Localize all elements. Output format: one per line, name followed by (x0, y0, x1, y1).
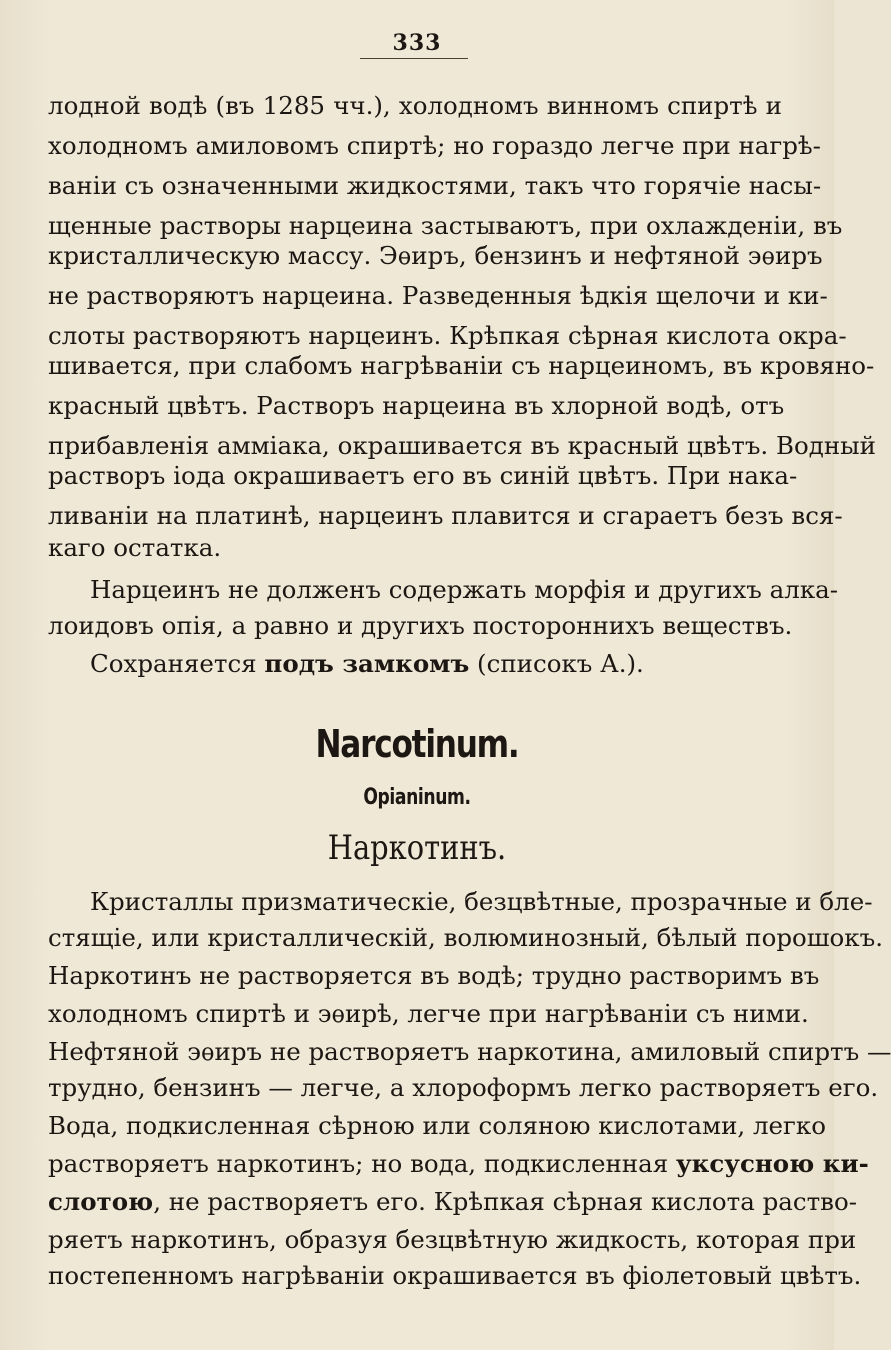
text-emphasis: слотою (48, 1187, 154, 1216)
text-line: каго остатка. (48, 533, 222, 562)
storage-note-emphasis: подъ замкомъ (264, 649, 470, 678)
text-segment: растворяетъ наркотинъ; но вода, подкисленная (48, 1149, 676, 1178)
text-line: холодномъ амиловомъ спиртѣ; но гораздо легче при нагрѣ- (48, 131, 821, 160)
text-line: красный цвѣтъ. Растворъ нарцеина въ хлорной водѣ, отъ (48, 391, 785, 420)
text-line: шивается, при слабомъ нагрѣваніи съ нарцеиномъ, въ кровяно- (48, 351, 875, 380)
storage-note (90, 644, 782, 684)
text-line: Кристаллы призматическіе, безцвѣтные, прозрачные и бле- (90, 887, 873, 916)
text-line: щенные растворы нарцеина застываютъ, при охлажденіи, въ (48, 211, 843, 240)
text-line: Вода, подкисленная сѣрною или соляною кислотами, легко (48, 1111, 826, 1140)
section-heading-russian: Наркотинъ. (327, 828, 507, 868)
text-line: Нарцеинъ не долженъ содержать морфія и другихъ алка- (90, 575, 839, 604)
section-heading-latin: Narcotinum. (315, 722, 519, 766)
text-line: лоидовъ опія, а равно и другихъ постороннихъ веществъ. (48, 611, 793, 640)
text-line: прибавленія аммiака, окрашивается въ красный цвѣтъ. Водный (48, 431, 876, 460)
text-line: не растворяютъ нарцеина. Разведенныя ѣдкія щелочи и ки- (48, 281, 828, 310)
section-subheading-synonym: Opianinum. (363, 785, 471, 810)
header-rule (360, 58, 468, 59)
storage-note-text: Сохраняется (90, 649, 265, 678)
storage-note-text: (списокъ А.). (469, 649, 644, 678)
text-emphasis: уксусною ки- (675, 1149, 869, 1178)
text-line: ваніи съ означенными жидкостями, такъ что горячіе насы- (48, 171, 822, 200)
page-number: 333 (392, 30, 442, 56)
text-line: лодной водѣ (въ 1285 чч.), холодномъ винномъ спиртѣ и (48, 91, 782, 120)
text-line (48, 1182, 858, 1222)
text-line: постепенномъ нагрѣваніи окрашивается въ фіолетовый цвѣтъ. (48, 1261, 862, 1290)
text-line: слоты растворяютъ нарцеинъ. Крѣпкая сѣрная кислота окра- (48, 321, 847, 350)
text-line: ливаніи на платинѣ, нарцеинъ плавится и сгараетъ безъ вся- (48, 501, 843, 530)
text-line: Наркотинъ не растворяется въ водѣ; трудно растворимъ въ (48, 961, 820, 990)
text-line: трудно, бензинъ — легче, а хлороформъ легко растворяетъ его. (48, 1073, 879, 1102)
text-line (48, 1144, 869, 1184)
text-line: кристаллическую массу. Эѳиръ, бензинъ и нефтяной эѳиръ (48, 241, 823, 270)
text-line: ряетъ наркотинъ, образуя безцвѣтную жидкость, которая при (48, 1225, 857, 1254)
text-line: Нефтяной эѳиръ не растворяетъ наркотина, амиловый спиртъ — (48, 1037, 891, 1066)
text-line: стящіе, или кристаллическій, волюминозный, бѣлый порошокъ. (48, 923, 883, 952)
text-line: растворъ іода окрашиваетъ его въ синій цвѣтъ. При нака- (48, 461, 798, 490)
text-segment: , не растворяетъ его. Крѣпкая сѣрная кислота раство- (153, 1187, 858, 1216)
text-line: холодномъ спиртѣ и эѳирѣ, легче при нагрѣваніи съ ними. (48, 999, 809, 1028)
